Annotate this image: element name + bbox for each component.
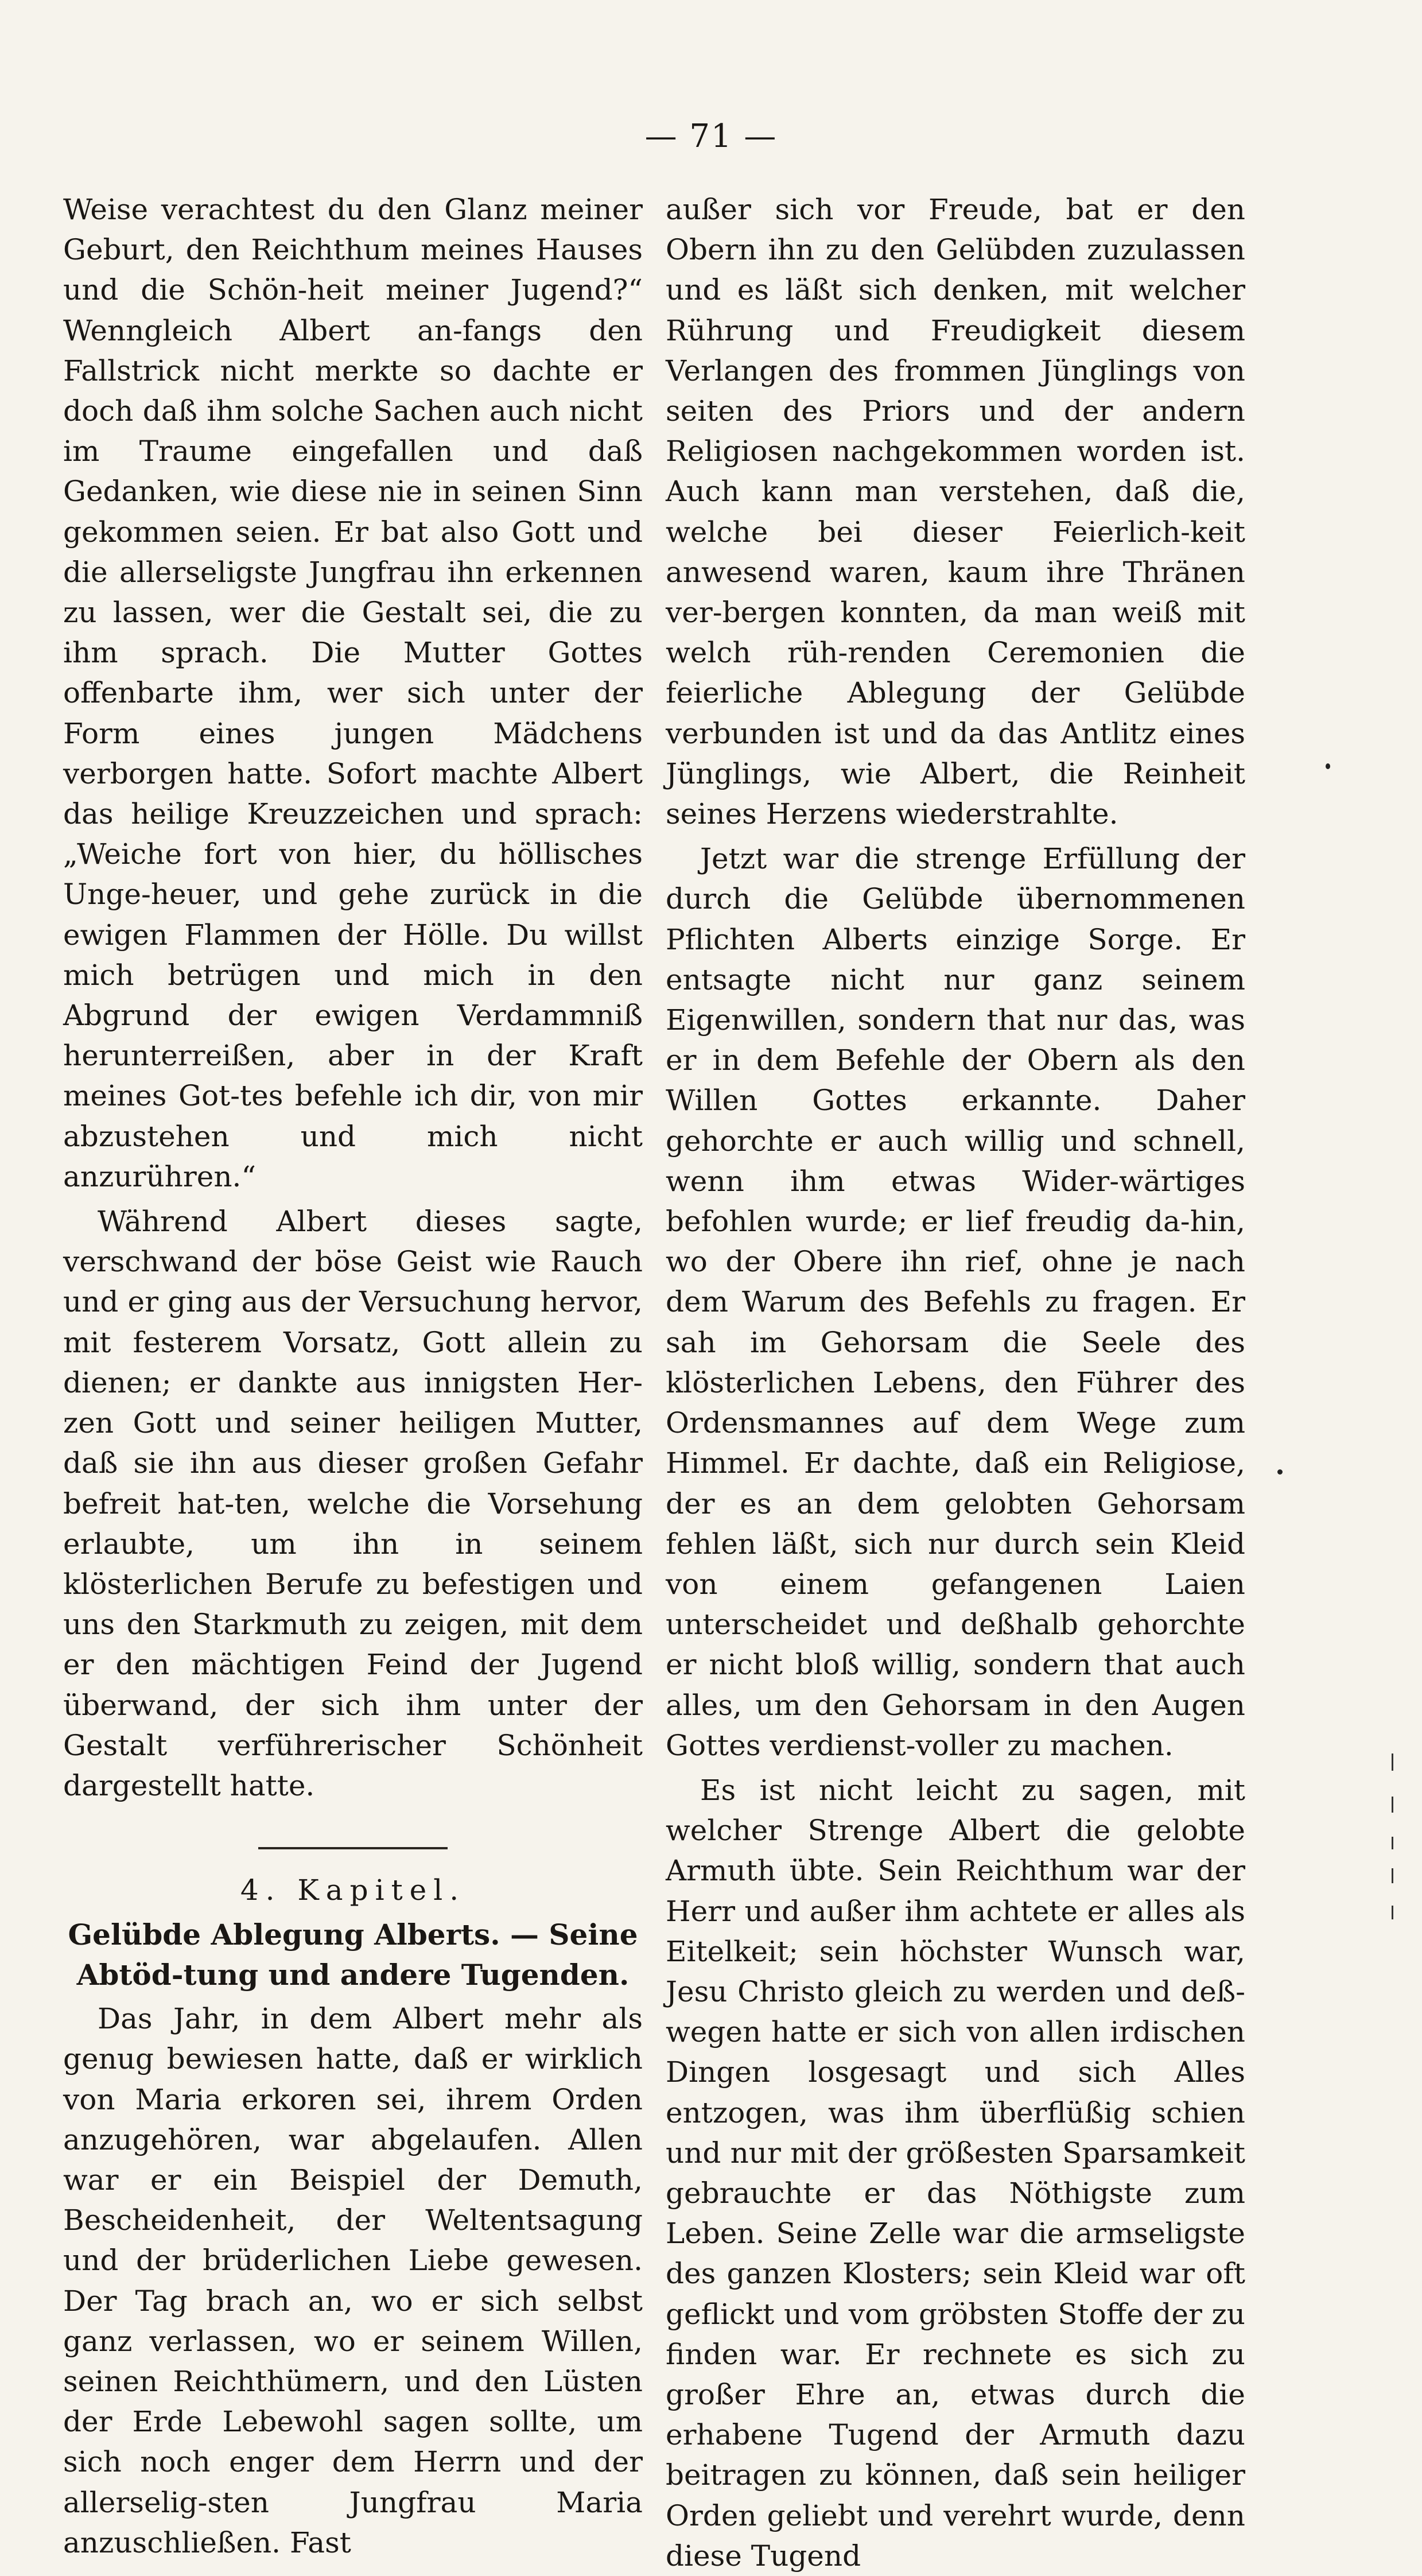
paragraph: Das Jahr, in dem Albert mehr als genug bewiesen hatte, daß er wirklich von Maria erkoren sei, ihrem Orden anzugehören, war abgelaufen. Allen war er ein Beispiel der Demuth, Bescheidenheit, der Weltentsagung und der brüderlichen Liebe gewesen. Der Tag brach an, wo er sich selbst ganz verlassen, wo er seinem Willen, seinen Reichthümern, und den Lüsten der Erde Lebewohl sagen sollte, um sich noch enger dem Herrn und der allerselig-sten Jungfrau Maria anzuschließen. Fast [63, 2002, 643, 2559]
section-divider [258, 1847, 448, 1849]
chapter-title: Gelübde Ablegung Alberts. — Seine Abtöd-tung und andere Tugenden. [68, 1918, 638, 1992]
page-number: — 71 — [644, 118, 778, 155]
paragraph: außer sich vor Freude, bat er den Obern ihn zu den Gelübden zuzulassen und es läßt sich denken, mit welcher Rührung und Freudigkeit diesem Verlangen des frommen Jünglings von seiten des Priors und der andern Religiosen nachgekommen worden ist. Auch kann man verstehen, daß die, welche bei dieser Feierlich-keit anwesend waren, kaum ihre Thränen ver-bergen konnten, da man weiß mit welch rüh-renden Ceremonien die feierliche Ablegung der Gelübde verbunden ist und da das Antlitz eines Jünglings, wie Albert, die Reinheit seines Herzens wiederstrahlte. [666, 193, 1245, 831]
paragraph: Es ist nicht leicht zu sagen, mit welcher Strenge Albert die gelobte Armuth übte. Sein Reichthum war der Herr und außer ihm achtete er alles als Eitelkeit; sein höchster Wunsch war, Jesu Christo gleich zu werden und deß-wegen hatte er sich von allen irdischen Dingen losgesagt und sich Alles entzogen, was ihm überflüßig schien und nur mit der größesten Sparsamkeit gebrauchte er das Nöthigste zum Leben. Seine Zelle war die armseligste des ganzen Klosters; sein Kleid war oft geflickt und vom gröbsten Stoffe der zu finden war. Er rechnete es sich zu großer Ehre an, etwas durch die erhabene Tugend der Armuth dazu beitragen zu können, daß sein heiliger Orden geliebt und verehrt wurde, denn diese Tugend [666, 1773, 1245, 2573]
margin-mark [1392, 1837, 1393, 1849]
margin-mark [1392, 1906, 1393, 1919]
right-column [666, 189, 1245, 2576]
ink-speck [1326, 763, 1330, 769]
paragraph: Weise verachtest du den Glanz meiner Geburt, den Reichthum meines Hauses und die Schön-heit meiner Jugend?“ Wenngleich Albert an-fangs den Fallstrick nicht merkte so dachte er doch daß ihm solche Sachen auch nicht im Traume eingefallen und daß Gedanken, wie diese nie in seinen Sinn gekommen seien. Er bat also Gott und die allerseligste Jungfrau ihn erkennen zu lassen, wer die Gestalt sei, die zu ihm sprach. Die Mutter Gottes offenbarte ihm, wer sich unter der Form eines jungen Mädchens verborgen hatte. Sofort machte Albert das heilige Kreuzzeichen und sprach: „Weiche fort von hier, du höllisches Unge-heuer, und gehe zurück in die ewigen Flammen der Hölle. Du willst mich betrügen und mich in den Abgrund der ewigen Verdammniß herunterreißen, aber in der Kraft meines Got-tes befehle ich dir, von mir abzustehen und mich nicht anzurühren.“ [63, 193, 643, 1193]
chapter-number: 4. Kapitel. [240, 1873, 466, 1907]
paragraph: Während Albert dieses sagte, verschwand der böse Geist wie Rauch und er ging aus der Versuchung hervor, mit festerem Vorsatz, Gott allein zu dienen; er dankte aus innigsten Her-zen Gott und seiner heiligen Mutter, daß sie ihn aus dieser großen Gefahr befreit hat-ten, welche die Vorsehung erlaubte, um ihn in seinem klösterlichen Berufe zu befestigen und uns den Starkmuth zu zeigen, mit dem er den mächtigen Feind der Jugend überwand, der sich ihm unter der Gestalt verführerischer Schönheit dargestellt hatte. [63, 1205, 643, 1802]
ink-speck [1277, 1469, 1283, 1475]
margin-mark [1392, 1868, 1393, 1883]
left-column [63, 189, 643, 2563]
margin-mark [1392, 1797, 1393, 1813]
margin-mark [1392, 1753, 1393, 1771]
paragraph: Jetzt war die strenge Erfüllung der durch die Gelübde übernommenen Pflichten Alberts einzige Sorge. Er entsagte nicht nur ganz seinem Eigenwillen, sondern that nur das, was er in dem Befehle der Obern als den Willen Gottes erkannte. Daher gehorchte er auch willig und schnell, wenn ihm etwas Wider-wärtiges befohlen wurde; er lief freudig da-hin, wo der Obere ihn rief, ohne je nach dem Warum des Befehls zu fragen. Er sah im Gehorsam die Seele des klösterlichen Lebens, den Führer des Ordensmannes auf dem Wege zum Himmel. Er dachte, daß ein Religiose, der es an dem gelobten Gehorsam fehlen läßt, sich nur durch sein Kleid von einem gefangenen Laien unterscheidet und deßhalb gehorchte er nicht bloß willig, sondern that auch alles, um den Gehorsam in den Augen Gottes verdienst-voller zu machen. [666, 842, 1245, 1762]
